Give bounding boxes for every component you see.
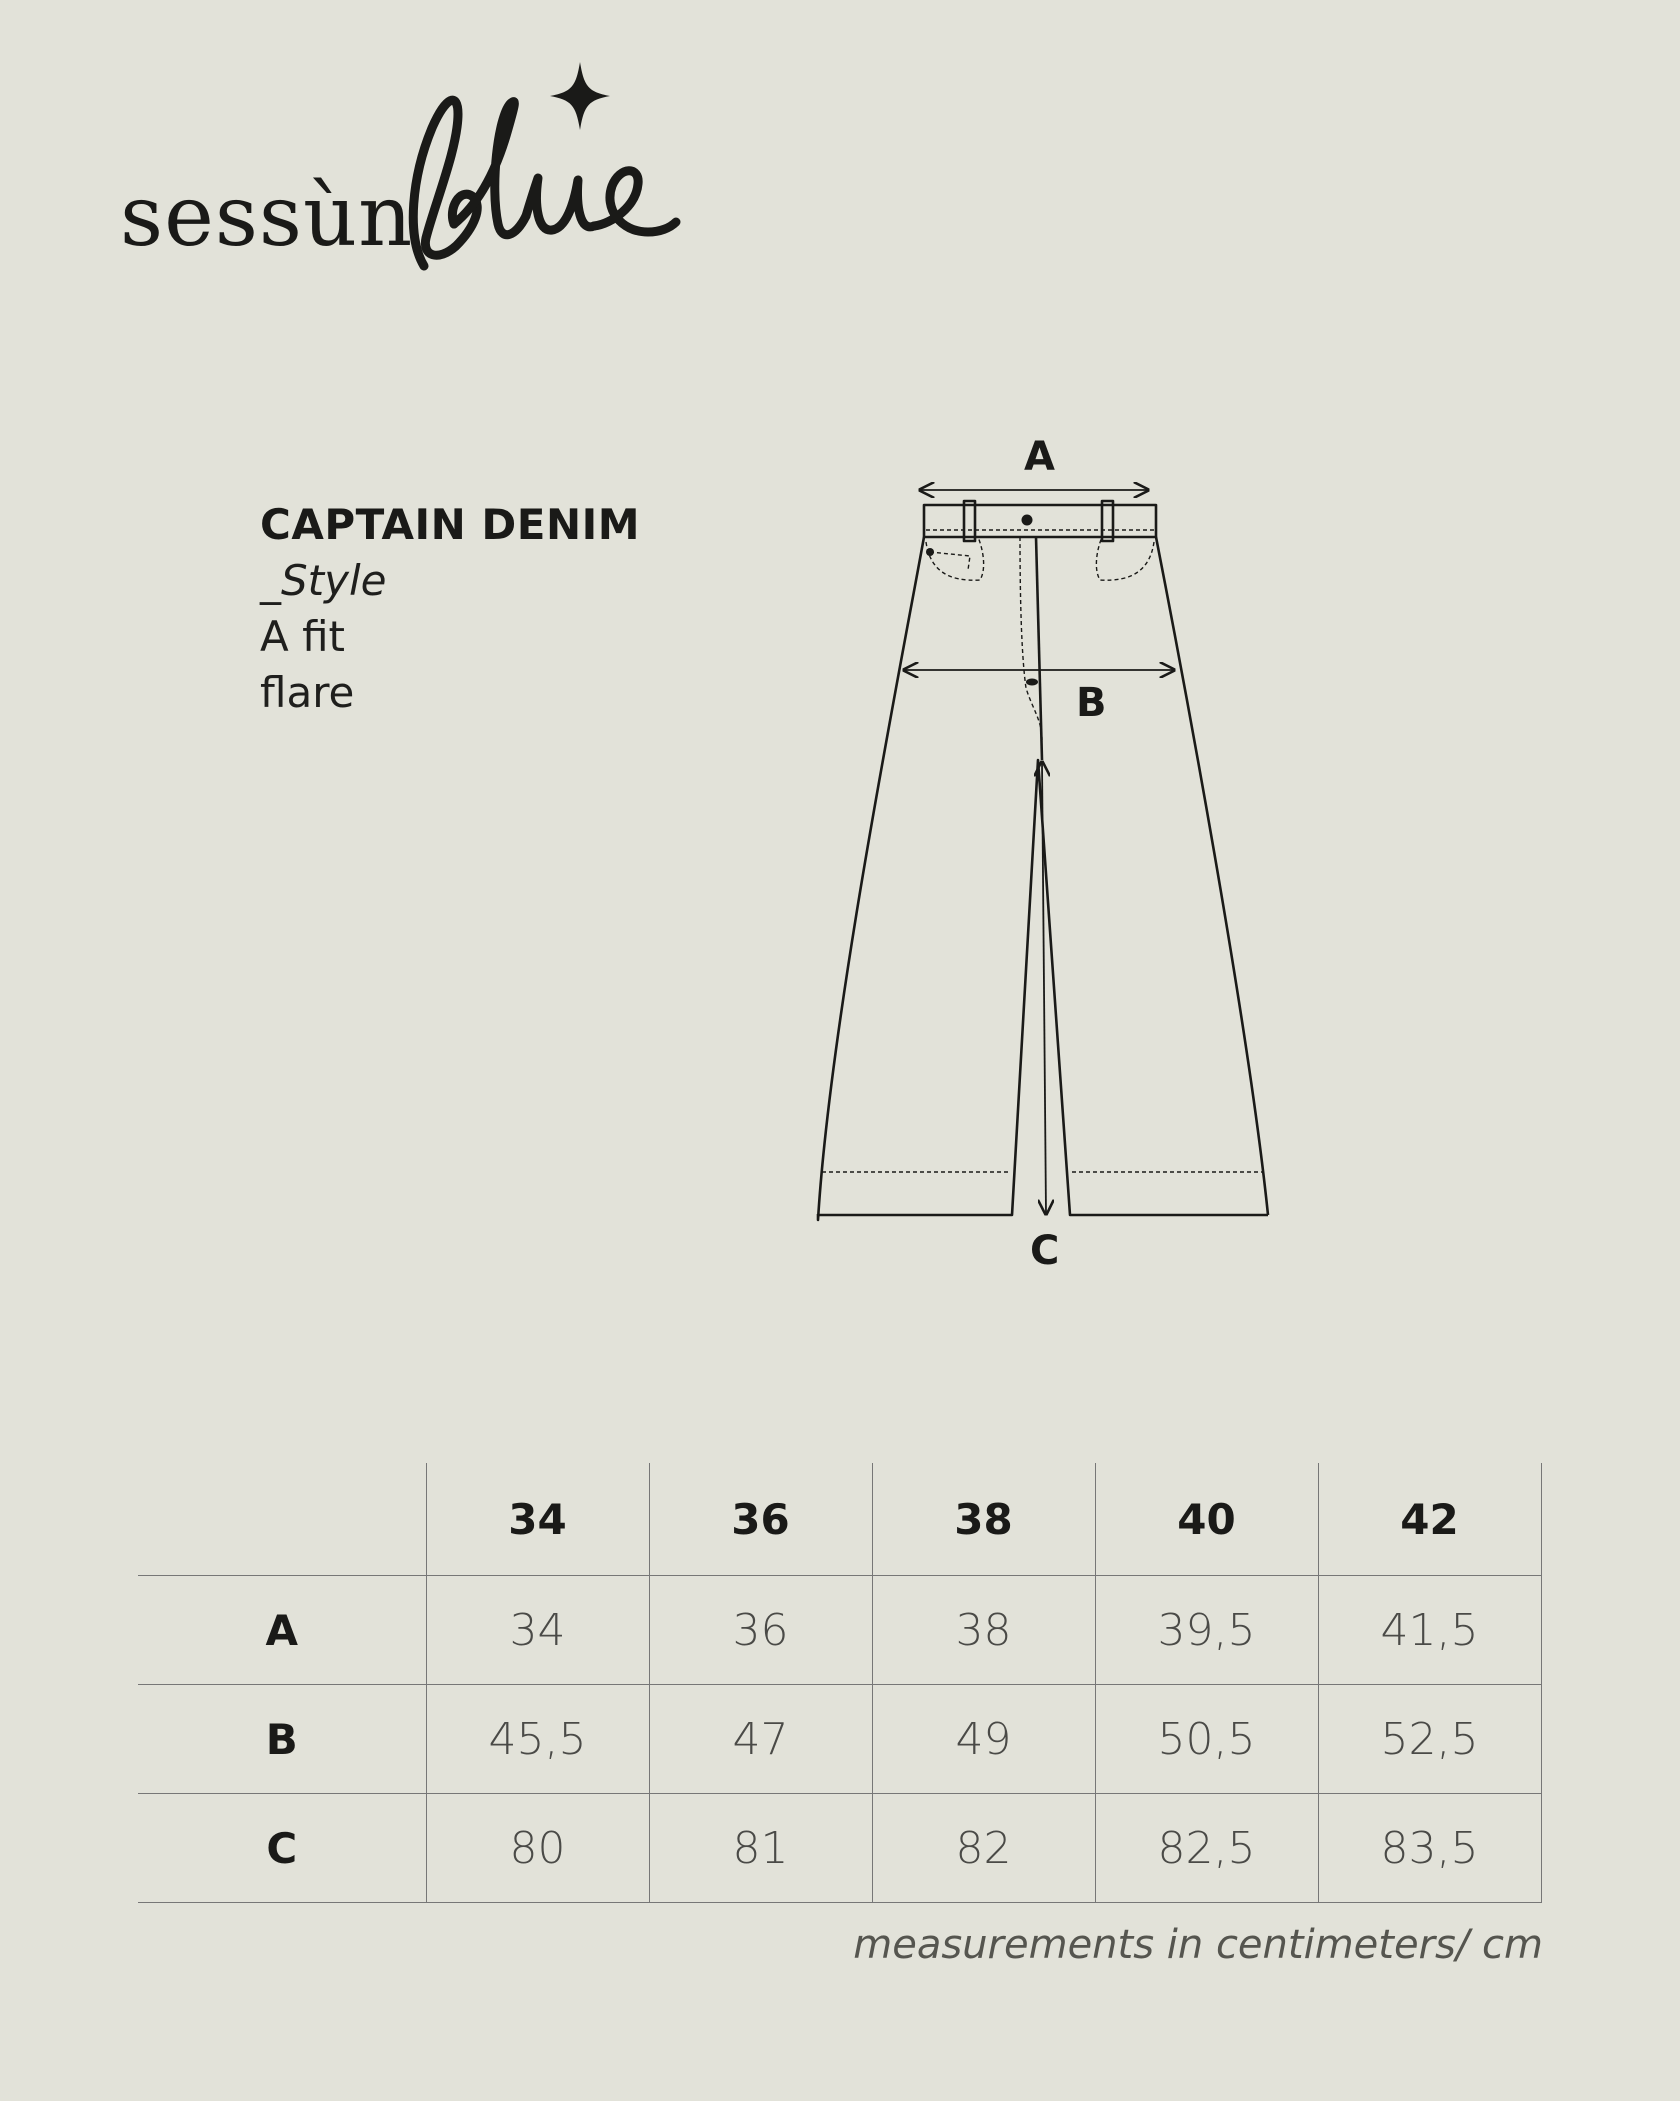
brand-logo [118,56,688,286]
measurement-cell: 47 [649,1685,872,1794]
style-fit: A fit [260,611,346,661]
size-header: 38 [872,1463,1095,1576]
table-row [138,1685,1541,1794]
dimension-label-b: B [1076,680,1107,726]
measurement-cell: 38 [872,1576,1095,1685]
row-label: A [138,1576,426,1685]
units-note: measurements in centimeters/ cm [853,1922,1543,1968]
measurement-cell: 39,5 [1095,1576,1318,1685]
measurement-cell: 82 [872,1794,1095,1903]
measurement-cell: 81 [649,1794,872,1903]
size-header-row [138,1463,1541,1576]
measurement-cell: 41,5 [1318,1576,1541,1685]
style-cut: flare [260,668,355,718]
measurement-cell: 82,5 [1095,1794,1318,1903]
measurement-cell: 52,5 [1318,1685,1541,1794]
measurement-cell: 36 [649,1576,872,1685]
product-info [260,498,640,721]
brand-script-logo [398,56,688,286]
dimension-label-a: A [1024,434,1055,480]
style-label: _Style [260,555,387,605]
dimension-label-c: C [1030,1228,1060,1274]
star-icon [550,62,610,130]
brand-wordmark: sessùn [120,167,414,265]
size-table [138,1463,1542,1903]
size-header: 40 [1095,1463,1318,1576]
row-label: B [138,1685,426,1794]
measurement-cell: 45,5 [426,1685,649,1794]
measurement-cell: 50,5 [1095,1685,1318,1794]
product-name: CAPTAIN DENIM [260,500,641,549]
measurement-cell: 80 [426,1794,649,1903]
measurement-cell: 49 [872,1685,1095,1794]
row-label: C [138,1794,426,1903]
pants-sketch [780,420,1300,1300]
table-row [138,1794,1541,1903]
measurement-cell: 34 [426,1576,649,1685]
pants-diagram [780,420,1300,1300]
size-header: 36 [649,1463,872,1576]
table-row [138,1576,1541,1685]
table-corner-cell [138,1463,426,1576]
size-header: 34 [426,1463,649,1576]
size-header: 42 [1318,1463,1541,1576]
measurement-cell: 83,5 [1318,1794,1541,1903]
